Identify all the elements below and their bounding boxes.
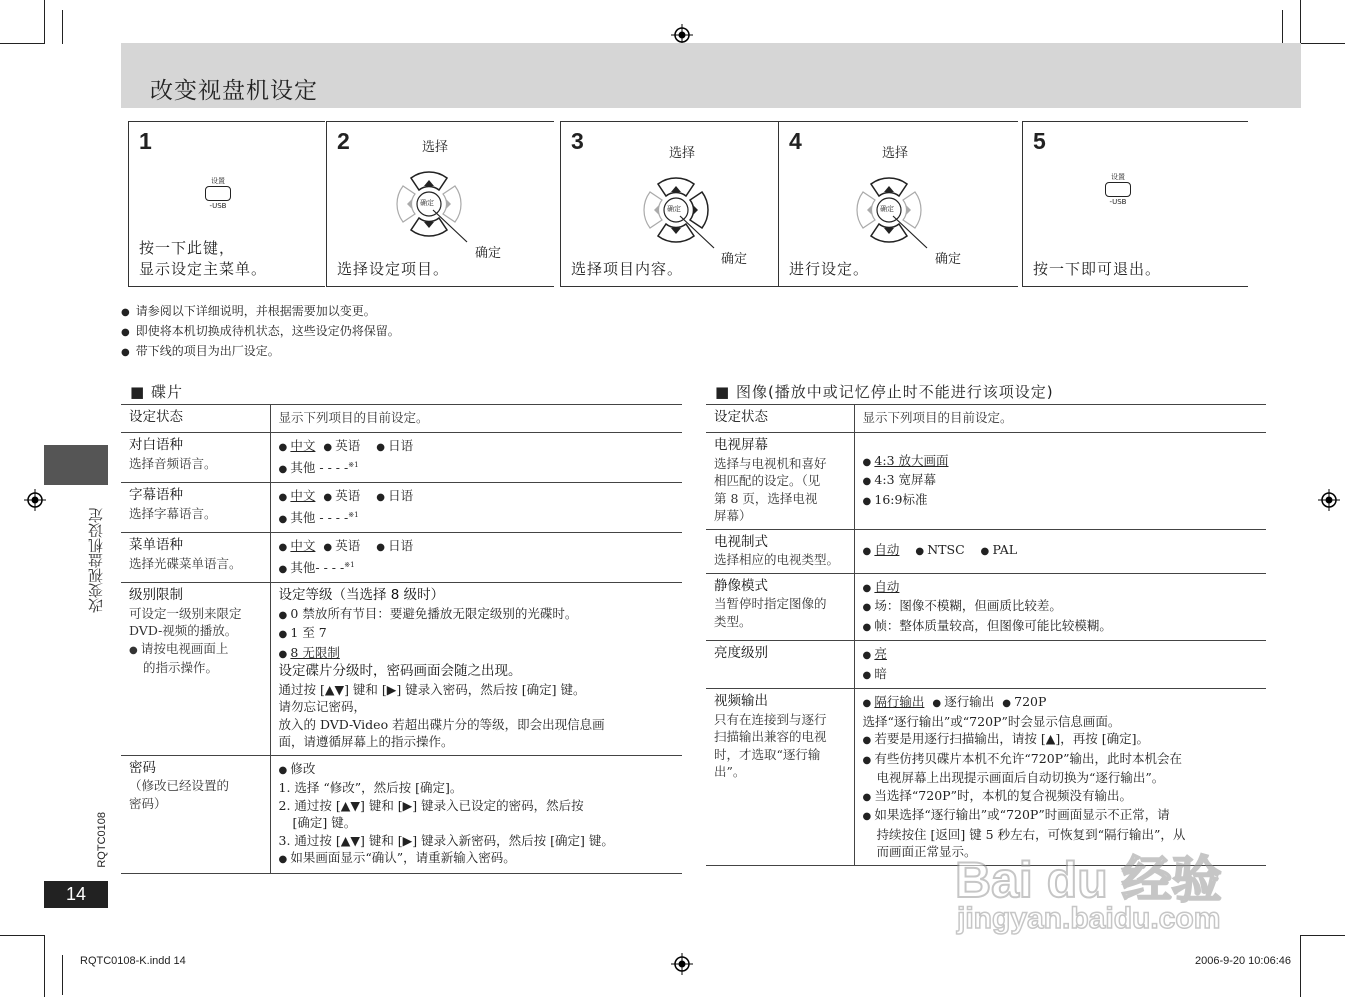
table-row: 密码 （修改已经设置的 密码） ● 修改 1. 选择 “修改”，然后按 [确定]。 2. 通过按 [▲▼] 键和 [▶] 键录入已设定的密码，然后按 [确定] 键。 3. 通过按 [▲▼] 键和 [▶] 键录入新密码，然后按 [确定] 键。 ● 如果画面显示“确认”，请重新输入密码。	[121, 755, 682, 873]
table-row	[121, 405, 682, 433]
step-caption: 按一下此键， 显示设定主菜单。	[139, 239, 268, 278]
crop-mark	[1300, 935, 1301, 997]
picture-section-title: ■ 图像(播放中或记忆停止时不能进行该项设定)	[715, 383, 1054, 401]
note-item: ● 请参阅以下详细说明，并根据需要加以变更。	[121, 302, 400, 322]
step-2	[326, 121, 554, 287]
dpad-center-label: 确定	[667, 205, 681, 213]
table-row: 静像模式 当暂停时指定图像的 类型。 ● 自动 ● 场：图像不模糊，但画质比较差。 ● 帧：整体质量较高，但图像可能比较模糊。	[706, 573, 1266, 641]
crop-mark	[1300, 43, 1345, 44]
page-title: 改变视盘机设定	[150, 78, 318, 104]
picture-settings-table	[706, 404, 1266, 866]
disc-section-title: ■ 碟片	[130, 383, 183, 401]
step-caption: 选择项目内容。	[571, 260, 684, 278]
table-row: 菜单语种 选择光碟菜单语言。 ● 中文 ● 英语 ● 日语 ● 其他- - - -$^{※1}$	[121, 533, 682, 583]
table-row: 亮度级别 ● 亮 ● 暗	[706, 641, 1266, 689]
step-3	[560, 121, 778, 287]
enter-label: 确定	[935, 252, 962, 267]
baidu-watermark	[955, 840, 1245, 950]
select-label: 选择	[422, 140, 449, 155]
row-label: 设定状态	[706, 405, 854, 433]
enter-label: 确定	[475, 246, 502, 261]
footer-timestamp: 2006-9-20 10:06:46	[1194, 955, 1291, 967]
dpad-center-label: 确定	[880, 205, 894, 213]
setup-usb-button-icon: 设置 -USB	[203, 176, 233, 214]
setup-usb-button-icon: 设置 -USB	[1103, 172, 1133, 210]
document-code: RQTC0108	[96, 812, 108, 868]
row-label: 设定状态	[121, 405, 270, 433]
step-5	[1022, 121, 1248, 287]
select-label: 选择	[882, 146, 909, 161]
crop-mark	[62, 955, 63, 995]
footer-file: RQTC0108-K.indd 14	[80, 955, 186, 967]
side-tab	[44, 445, 108, 485]
step-caption: 进行设定。	[789, 260, 870, 278]
steps-panel	[128, 121, 1248, 287]
step-caption: 选择设定项目。	[337, 260, 450, 278]
note-item: ● 即使将本机切换成待机状态，这些设定仍将保留。	[121, 322, 400, 342]
step-number: 2	[337, 128, 350, 154]
registration-mark-icon	[1318, 489, 1340, 511]
registration-mark-icon	[671, 953, 693, 975]
crop-mark	[0, 935, 44, 936]
table-row: 电视屏幕 选择与电视机和喜好 相匹配的设定。（见 第 8 页，选择电视 屏幕） ● 4:3 放大画面 ● 4:3 宽屏幕 ● 16:9标准	[706, 433, 1266, 530]
crop-mark	[0, 43, 44, 44]
watermark-url: jingyan.baidu.com	[957, 902, 1221, 935]
step-number: 5	[1033, 128, 1046, 154]
crop-mark	[1300, 0, 1301, 44]
table-row: 字幕语种 选择字幕语言。 ● 中文 ● 英语 ● 日语 ● 其他 - - - -$^{※1}$	[121, 483, 682, 533]
table-row: 级别限制 可设定一级别来限定 DVD-视频的播放。 ● 请按电视画面上 的指示操作。 设定等级（当选择 8 级时） ● 0 禁放所有节目：要避免播放无限定级别的光碟时。 ● 1 至 7 ● 8 无限制 设定碟片分级时，密码画面会随之出现。 通过按 [▲▼] 键和 [▶] 键录入密码，然后按 [确定] 键。 请勿忘记密码， 放入的 DVD-Video 若超出碟片分的等级，即会出现信息画 面，请遵循屏幕上的指示操作。	[121, 583, 682, 756]
registration-mark-icon	[24, 489, 46, 511]
step-number: 1	[139, 128, 152, 154]
row-value: 显示下列项目的目前设定。	[854, 405, 1266, 433]
table-row: 电视制式 选择相应的电视类型。 ● 自动 ● NTSC ● PAL	[706, 529, 1266, 573]
disc-settings-table	[121, 404, 682, 874]
crop-mark	[44, 0, 45, 44]
side-section-label: 改变视盘机设定	[87, 508, 105, 613]
row-value: 显示下列项目的目前设定。	[270, 405, 682, 433]
table-row: 对白语种 选择音频语言。 ● 中文 ● 英语 ● 日语 ● 其他 - - - -$^{※1}$	[121, 433, 682, 483]
notes-list	[121, 302, 400, 362]
crop-mark	[44, 935, 45, 997]
step-1	[128, 121, 325, 287]
watermark-brand: Bai du 经验	[955, 852, 1222, 908]
note-item: ● 带下线的项目为出厂设定。	[121, 342, 400, 362]
crop-mark	[1300, 935, 1345, 936]
step-number: 3	[571, 128, 584, 154]
step-4	[778, 121, 1018, 287]
table-row: 视频输出 只有在连接到与逐行 扫描输出兼容的电视 时，才选取“逐行输 出”。 ● 隔行输出 ● 逐行输出 ● 720P 选择“逐行输出”或“720P”时会显示信息画面。 ● 若要是用逐行扫描输出，请按 [▲]，再按 [确定]。 ● 有些仿拷贝碟片本机不允许“720P”输出，此时本机会在 电视屏幕上出现提示画面后自动切换为“逐行输出”。 ● 当选择“720P”时，本机的复合视频没有输出。 ● 如果选择“逐行输出”或“720P”时画面显示不正常，请 持续按住 [返回] 键 5 秒左右，可恢复到“隔行输出”，从 而画面正常显示。	[706, 689, 1266, 866]
dpad-center-label: 确定	[420, 199, 434, 207]
crop-mark	[62, 10, 63, 44]
step-number: 4	[789, 128, 802, 154]
step-caption: 按一下即可退出。	[1033, 260, 1162, 278]
page-number: 14	[44, 881, 108, 908]
table-row	[706, 405, 1266, 433]
enter-label: 确定	[721, 252, 748, 267]
select-label: 选择	[669, 146, 696, 161]
crop-mark	[1282, 10, 1283, 44]
